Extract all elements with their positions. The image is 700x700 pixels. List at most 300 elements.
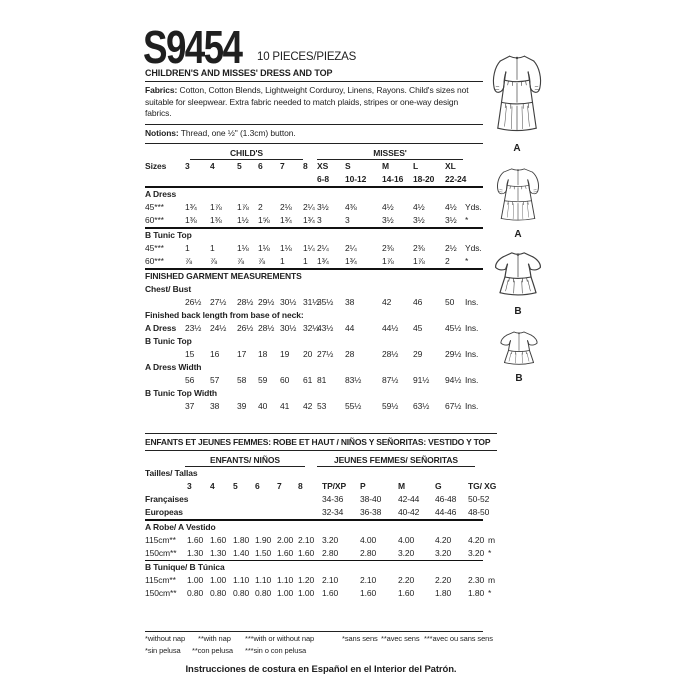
cell (303, 173, 317, 186)
cell (145, 348, 185, 361)
cell (488, 493, 497, 506)
cell: 50 (445, 297, 455, 307)
b-tunic-width-label: B Tunic Top Width (145, 388, 218, 398)
cell: 18 (258, 349, 268, 359)
cell: 3.20 (322, 535, 339, 545)
cell: 4.00 (398, 535, 415, 545)
cell: ⅞ (185, 256, 192, 266)
cell: 2.00 (277, 535, 294, 545)
cell (277, 493, 298, 506)
cell: 83½ (345, 375, 362, 385)
cell: 2.10 (298, 535, 315, 545)
cell: 2.10 (360, 575, 377, 585)
cell: 7 (280, 161, 285, 171)
top-b-back-view-sketch (494, 329, 544, 372)
cell: TG/ XG (468, 481, 497, 491)
table-row-a-dress-width (145, 374, 497, 387)
cell: 3 (317, 215, 322, 225)
cell: 46-48 (435, 494, 457, 504)
cell: 1⅛ (237, 243, 249, 253)
fabrics-text: Cotton, Cotton Blends, Lightweight Corduroy, Linens, Rayons. Child's sizes not suitable for sleepwear. Extra fabric needed to match plaids, stripes or one-way design fabrics. (145, 85, 469, 118)
cell (237, 173, 258, 186)
cell: Ins. (465, 323, 479, 333)
cell: Sizes (145, 161, 167, 171)
view-label-a: A (514, 229, 522, 240)
cell (210, 493, 233, 506)
cell: 48-50 (468, 507, 490, 517)
cell: 2.30 (468, 575, 485, 585)
cell: 2¼ (317, 243, 329, 253)
cell: 31½ (303, 297, 320, 307)
cell: 26½ (185, 297, 202, 307)
cell: 2¼ (303, 202, 315, 212)
view-label-b: B (515, 373, 523, 384)
section-b-tunic-top: B Tunic Top (145, 230, 192, 240)
cell: Ins. (465, 297, 479, 307)
cell: 94½ (445, 375, 462, 385)
cell: 4½ (382, 202, 394, 212)
cell: 45 (413, 323, 423, 333)
b-tunic-length-label: B Tunic Top (145, 336, 192, 346)
cell: 35½ (317, 297, 334, 307)
cell (233, 493, 255, 506)
cell: 32-34 (322, 507, 344, 517)
cell: 2 (445, 256, 450, 266)
pieces-count: 10 PIECES/PIEZAS (257, 51, 357, 63)
cell: 42 (382, 297, 392, 307)
cell: 1.80 (233, 535, 250, 545)
cell (465, 173, 483, 186)
cell: 56 (185, 375, 195, 385)
cell: 3 (187, 481, 192, 491)
cell: 2⅜ (382, 243, 394, 253)
cell: 38 (210, 401, 220, 411)
cell: m (488, 575, 495, 585)
cell: 81 (317, 375, 327, 385)
cell: 44-46 (435, 507, 457, 517)
table-row-size-ranges (145, 173, 497, 186)
cell: 1⅝ (258, 215, 270, 225)
cell: 61 (303, 375, 313, 385)
cell: 2⅜ (413, 243, 425, 253)
sketch-top-b-1 (486, 249, 550, 317)
cell: 1¾ (303, 215, 315, 225)
cell (258, 173, 280, 186)
cell: 2.80 (360, 548, 377, 558)
dress-a-back-view-sketch (486, 52, 548, 142)
back-length-label: Finished back length from base of neck: (145, 310, 304, 320)
cell: 4½ (445, 202, 457, 212)
cell (187, 493, 210, 506)
cell: 3.20 (398, 548, 415, 558)
sketch-dress-a-2 (490, 166, 546, 240)
cell: 26½ (237, 323, 254, 333)
cell: 28½ (237, 297, 254, 307)
section-a-dress: A Dress (145, 189, 177, 199)
tailles-tallas-label: Tailles/ Tallas (145, 468, 198, 478)
cell: 1¾ (317, 256, 329, 266)
cell: L (413, 161, 419, 171)
cell: 1.80 (435, 588, 452, 598)
cell: 1.80 (468, 588, 485, 598)
cell: 1.00 (187, 575, 204, 585)
cell: 2.20 (435, 575, 452, 585)
footnote-with-nap: **with nap (198, 634, 231, 643)
cell (185, 173, 210, 186)
cell: 1 (185, 243, 190, 253)
cell (277, 506, 298, 519)
cell: m (488, 535, 495, 545)
section-b-tunique: B Tunique/ B Túnica (145, 562, 225, 572)
cell: 34-36 (322, 494, 344, 504)
cell: 1⅞ (237, 202, 249, 212)
cell: 28½ (258, 323, 275, 333)
cell: 1.10 (277, 575, 294, 585)
cell: ⅞ (258, 256, 265, 266)
sketch-top-b-2 (493, 329, 545, 384)
footnote-without-nap: *without nap (145, 634, 186, 643)
cell: 1.50 (255, 548, 272, 558)
cell: 29½ (445, 349, 462, 359)
cell: 15 (185, 349, 195, 359)
cell: 60*** (145, 215, 164, 225)
view-label-a: A (513, 143, 521, 154)
cell: 53 (317, 401, 327, 411)
cell: XL (445, 161, 456, 171)
cell: 39 (237, 401, 247, 411)
section-a-robe: A Robe/ A Vestido (145, 522, 216, 532)
cell: 58 (237, 375, 247, 385)
dress-a-back-view-sketch (491, 166, 545, 228)
cell: 4.20 (468, 535, 485, 545)
cell (255, 493, 277, 506)
cell (145, 374, 185, 387)
cell: 2.80 (322, 548, 339, 558)
cell: 40-42 (398, 507, 420, 517)
cell: 45½ (445, 323, 462, 333)
table-row-b-tunic-width (145, 400, 497, 413)
pattern-number: S9454 (143, 21, 242, 73)
cell: 150cm** (145, 548, 177, 558)
footnote-con-pelusa: **con pelusa (192, 646, 233, 655)
cell: 46 (413, 297, 423, 307)
cell: 1¾ (185, 202, 197, 212)
cell: 4½ (413, 202, 425, 212)
finished-measurements-heading: FINISHED GARMENT MEASUREMENTS (145, 271, 302, 281)
table-row-europeas (145, 506, 497, 519)
cell: 2.20 (398, 575, 415, 585)
cell: 1.00 (298, 588, 315, 598)
cell: M (398, 481, 405, 491)
cell: XS (317, 161, 329, 171)
cell: 55½ (345, 401, 362, 411)
cell: 1.60 (322, 588, 339, 598)
cell: 60 (280, 375, 290, 385)
cell: Yds. (465, 202, 482, 212)
cell: 29½ (258, 297, 275, 307)
cell: 67½ (445, 401, 462, 411)
cell: 37 (185, 401, 195, 411)
cell: 1⅛ (280, 243, 292, 253)
cell (145, 480, 187, 493)
cell: 1⅜ (210, 215, 222, 225)
cell: 1½ (237, 215, 249, 225)
cell: 1⅜ (185, 215, 197, 225)
cell: 3½ (413, 215, 425, 225)
cell: 22-24 (445, 174, 467, 184)
cell: ⅞ (210, 256, 217, 266)
cell: 1¼ (303, 243, 315, 253)
cell: 45*** (145, 202, 164, 212)
cell: 42 (303, 401, 313, 411)
cell: 0.80 (233, 588, 250, 598)
cell: 43½ (317, 323, 334, 333)
cell: 2⅛ (280, 202, 292, 212)
cell: 6 (258, 161, 263, 171)
table-row-b-tunic-length (145, 348, 497, 361)
cell: 2 (258, 202, 263, 212)
cell: 27½ (317, 349, 334, 359)
cell: 1 (280, 256, 285, 266)
cell: 6 (255, 481, 260, 491)
cell: 17 (237, 349, 247, 359)
footnote-sin-o-con-pelusa: ***sin o con pelusa (245, 646, 307, 655)
cell (298, 506, 322, 519)
cell: 1.10 (233, 575, 250, 585)
cell: 59½ (382, 401, 399, 411)
cell: 7 (277, 481, 282, 491)
cell: 36-38 (360, 507, 382, 517)
cell: 30½ (280, 323, 297, 333)
cell: 24½ (210, 323, 227, 333)
cell: 2.10 (322, 575, 339, 585)
cell: 41 (280, 401, 290, 411)
notions-paragraph (145, 125, 483, 145)
cell (210, 506, 233, 519)
cell: 115cm** (145, 575, 176, 585)
group-jeunes-femmes: JEUNES FEMMES/ SEÑORITAS (317, 454, 475, 467)
table-row-a-dress-45 (145, 201, 497, 214)
cell: 4⅜ (345, 202, 357, 212)
cell: 0.80 (255, 588, 272, 598)
cell: Françaises (145, 494, 189, 504)
french-spanish-heading: ENFANTS ET JEUNES FEMMES: ROBE ET HAUT / NIÑOS Y SEÑORITAS: VESTIDO Y TOP (145, 433, 497, 451)
cell: 19 (280, 349, 290, 359)
cell (488, 480, 497, 493)
cell: 1 (210, 243, 215, 253)
cell: 1.60 (360, 588, 377, 598)
cell (465, 160, 483, 173)
cell: Yds. (465, 243, 482, 253)
cell: 1.60 (398, 588, 415, 598)
cell: Ins. (465, 401, 479, 411)
table-row-b-tunique-115 (145, 574, 497, 587)
table-row-sizes (145, 160, 497, 173)
table-row-a-robe-115 (145, 534, 497, 547)
cell: 4.00 (360, 535, 377, 545)
table-row-a-robe-150 (145, 547, 497, 560)
cell: 18-20 (413, 174, 435, 184)
cell: 3 (185, 161, 190, 171)
cell: 1¾ (280, 215, 292, 225)
cell: 4 (210, 161, 215, 171)
cell: 1⅞ (210, 202, 222, 212)
cell: 1.00 (210, 575, 227, 585)
a-dress-width-label: A Dress Width (145, 362, 202, 372)
cell: 32½ (303, 323, 320, 333)
cell: 16 (210, 349, 220, 359)
cell: S (345, 161, 351, 171)
cell: 30½ (280, 297, 297, 307)
cell (298, 493, 322, 506)
cell: 8 (303, 161, 308, 171)
cell (145, 400, 185, 413)
cell: Ins. (465, 349, 479, 359)
cell: * (465, 215, 469, 225)
cell: 6-8 (317, 174, 329, 184)
cell: 1.60 (187, 535, 204, 545)
cell: 2½ (445, 243, 457, 253)
cell: 8 (298, 481, 303, 491)
cell: 91½ (413, 375, 430, 385)
footnote-sans-sens: *sans sens (342, 634, 378, 643)
footnote-line-1 (145, 632, 497, 644)
cell: 1.90 (255, 535, 272, 545)
cell: 1.20 (298, 575, 315, 585)
spanish-instructions-note: Instrucciones de costura en Español en el Interior del Patrón. (185, 664, 457, 675)
cell: 1.60 (277, 548, 294, 558)
cell: 44 (345, 323, 355, 333)
cell: 1.60 (298, 548, 315, 558)
cell: * (488, 588, 492, 598)
cell: 5 (233, 481, 238, 491)
footnote-line-2 (145, 644, 497, 656)
cell: 38-40 (360, 494, 382, 504)
footnote-avec-ou-sans-sens: ***avec ou sans sens (424, 634, 493, 643)
cell: 45*** (145, 243, 164, 253)
cell (255, 506, 277, 519)
cell: 1⅞ (382, 256, 394, 266)
cell: 14-16 (382, 174, 404, 184)
cell: * (465, 256, 469, 266)
cell: 1.40 (233, 548, 250, 558)
footnote-with-or-without-nap: ***with or without nap (245, 634, 315, 643)
table-row-a-dress-length (145, 322, 497, 335)
group-misses: MISSES' (317, 147, 463, 160)
cell: 1.10 (255, 575, 272, 585)
cell: 50-52 (468, 494, 490, 504)
cell: 29 (413, 349, 423, 359)
cell: 1.00 (277, 588, 294, 598)
cell: 1¾ (345, 256, 357, 266)
cell: 4.20 (435, 535, 452, 545)
cell: 42-44 (398, 494, 420, 504)
cell: 10-12 (345, 174, 367, 184)
cell: 87½ (382, 375, 399, 385)
cell: 4 (210, 481, 215, 491)
cell: 3½ (445, 215, 457, 225)
table-row-french-sizes (145, 480, 497, 493)
cell: 1⅞ (413, 256, 425, 266)
cell: * (488, 548, 492, 558)
table-row-francaises (145, 493, 497, 506)
footnote-avec-sens: **avec sens (381, 634, 420, 643)
chest-bust-label: Chest/ Bust (145, 284, 192, 294)
instruction-sheet (143, 21, 497, 675)
cell: 3½ (317, 202, 329, 212)
cell: 3.20 (435, 548, 452, 558)
cell: ⅞ (237, 256, 244, 266)
notions-label: Notions: (145, 127, 179, 138)
cell: 1.30 (210, 548, 227, 558)
cell: M (382, 161, 389, 171)
cell: 3 (345, 215, 350, 225)
cell: 20 (303, 349, 313, 359)
group-enfants: ENFANTS/ NIÑOS (185, 454, 305, 467)
cell: G (435, 481, 442, 491)
size-group-header-row (145, 147, 497, 160)
fabrics-paragraph (145, 82, 483, 125)
cell: Ins. (465, 375, 479, 385)
cell: A Dress (145, 323, 177, 333)
cell (145, 296, 185, 309)
sketch-dress-a-1 (484, 52, 550, 154)
group-childs: CHILD'S (190, 147, 303, 160)
cell (210, 173, 237, 186)
cell: Europeas (145, 507, 183, 517)
cell: 40 (258, 401, 268, 411)
cell: 3.20 (468, 548, 485, 558)
cell: 1.60 (210, 535, 227, 545)
cell: 28 (345, 349, 355, 359)
cell: 5 (237, 161, 242, 171)
cell: P (360, 481, 366, 491)
cell: 23½ (185, 323, 202, 333)
cell: 27½ (210, 297, 227, 307)
view-label-b: B (514, 306, 522, 317)
table-row-chest-bust (145, 296, 497, 309)
cell: 1 (303, 256, 308, 266)
notions-text: Thread, one ½" (1.3cm) button. (178, 127, 296, 138)
cell: 0.80 (187, 588, 204, 598)
cell: 57 (210, 375, 220, 385)
cell: 3½ (382, 215, 394, 225)
table-row-b-tunic-45 (145, 242, 497, 255)
footnote-sin-pelusa: *sin pelusa (145, 646, 181, 655)
table-row-b-tunique-150 (145, 587, 497, 600)
table-row-b-tunic-60 (145, 255, 497, 268)
cell: 60*** (145, 256, 164, 266)
fabrics-label: Fabrics: (145, 85, 178, 95)
cell (280, 173, 303, 186)
cell: 115cm** (145, 535, 176, 545)
cell: 1⅛ (258, 243, 270, 253)
cell (145, 173, 185, 186)
cell: 2¼ (345, 243, 357, 253)
pattern-title: CHILDREN'S AND MISSES' DRESS AND TOP (145, 68, 483, 82)
cell: 28½ (382, 349, 399, 359)
cell (233, 506, 255, 519)
cell: 0.80 (210, 588, 227, 598)
cell: 59 (258, 375, 268, 385)
top-b-back-view-sketch (487, 249, 549, 305)
cell (488, 506, 497, 519)
cell (187, 506, 210, 519)
french-group-header-row (145, 454, 497, 467)
table-row-a-dress-60 (145, 214, 497, 227)
cell: 150cm** (145, 588, 177, 598)
cell: TP/XP (322, 481, 347, 491)
